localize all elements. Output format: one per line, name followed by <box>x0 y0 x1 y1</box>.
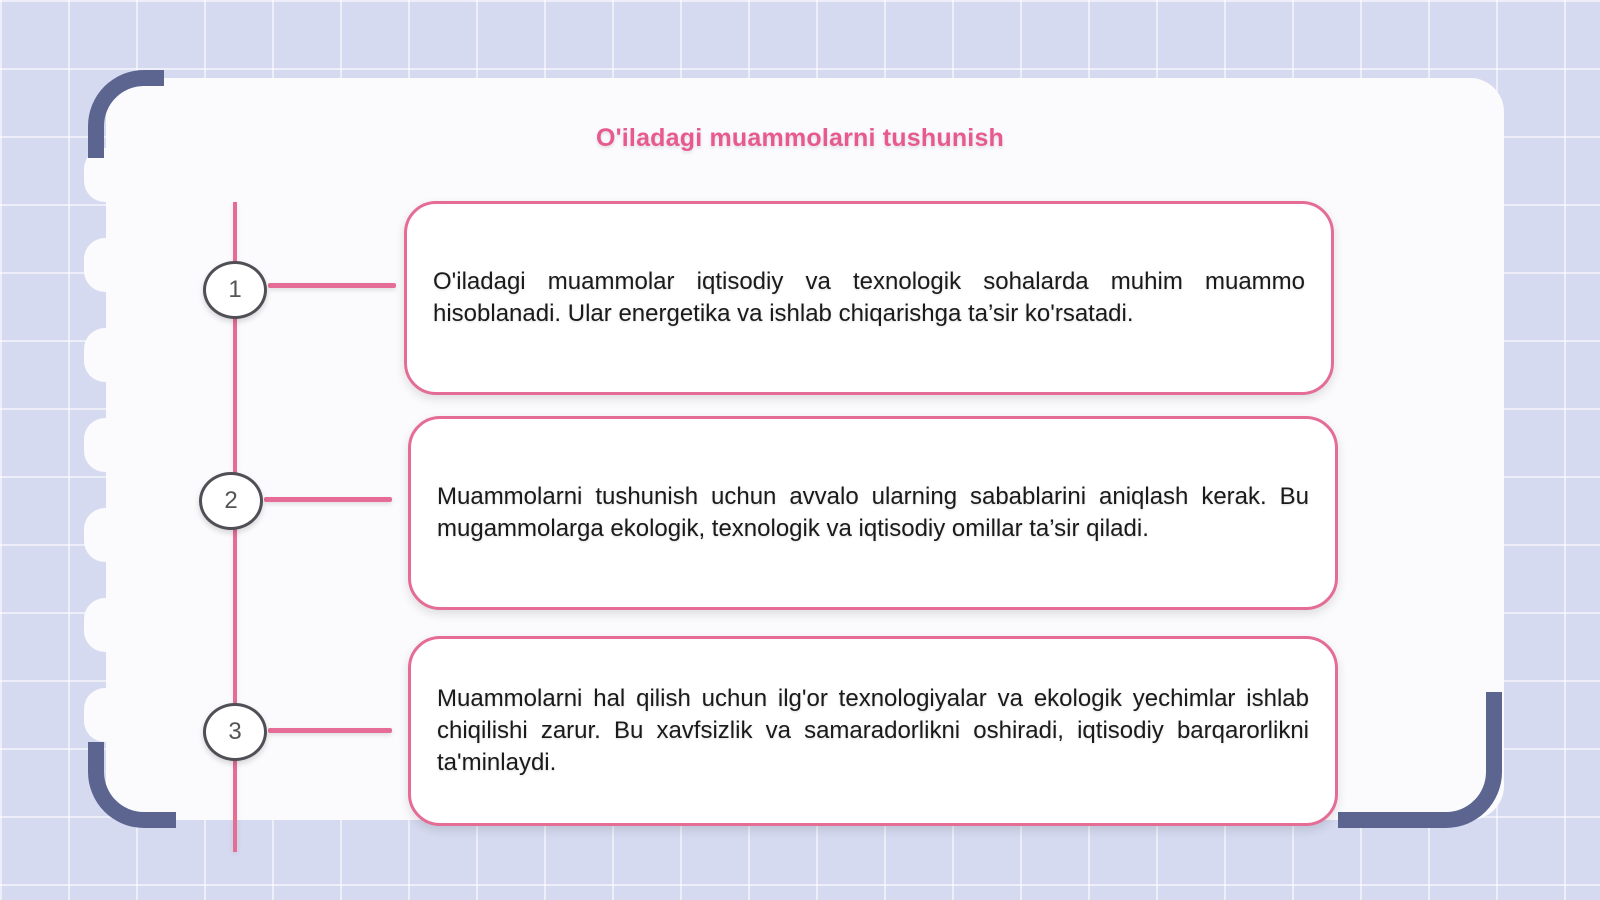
paper-notch <box>84 688 126 742</box>
step-card-1 <box>404 201 1334 395</box>
step-card-3 <box>408 636 1338 826</box>
step-number-badge: 1 <box>203 261 267 319</box>
corner-bracket-bottom-right <box>1338 692 1502 828</box>
slide-title: O'iladagi muammolarni tushunish <box>595 124 1005 152</box>
step-text: O'iladagi muammolar iqtisodiy va texnologik sohalarda muhim muammo hisoblanadi. Ular energetika va ishlab chiqarishga ta’sir ko'rsatadi. <box>433 268 1305 327</box>
paper-notch <box>84 328 126 382</box>
step-connector <box>268 728 392 733</box>
paper-notch <box>84 598 126 652</box>
step-card-2 <box>408 416 1338 610</box>
step-connector <box>264 497 392 502</box>
paper-notch <box>84 238 126 292</box>
step-connector <box>268 283 396 288</box>
step-text: Muammolarni hal qilish uchun ilg'or texnologiyalar va ekologik yechimlar ishlab chiqilishi zarur. Bu xavfsizlik va samaradorlikni oshiradi, iqtisodiy barqarorlikni ta'minlaydi. <box>437 685 1309 776</box>
corner-bracket-bottom-left <box>88 742 176 828</box>
step-text: Muammolarni tushunish uchun avvalo ularning sabablarini aniqlash kerak. Bu mugammolarga ekologik, texnologik va iqtisodiy omillar ta’sir qiladi. <box>437 483 1309 542</box>
paper-notch <box>84 418 126 472</box>
step-number-badge: 3 <box>203 703 267 761</box>
step-number-badge: 2 <box>199 472 263 530</box>
paper-notch <box>84 508 126 562</box>
